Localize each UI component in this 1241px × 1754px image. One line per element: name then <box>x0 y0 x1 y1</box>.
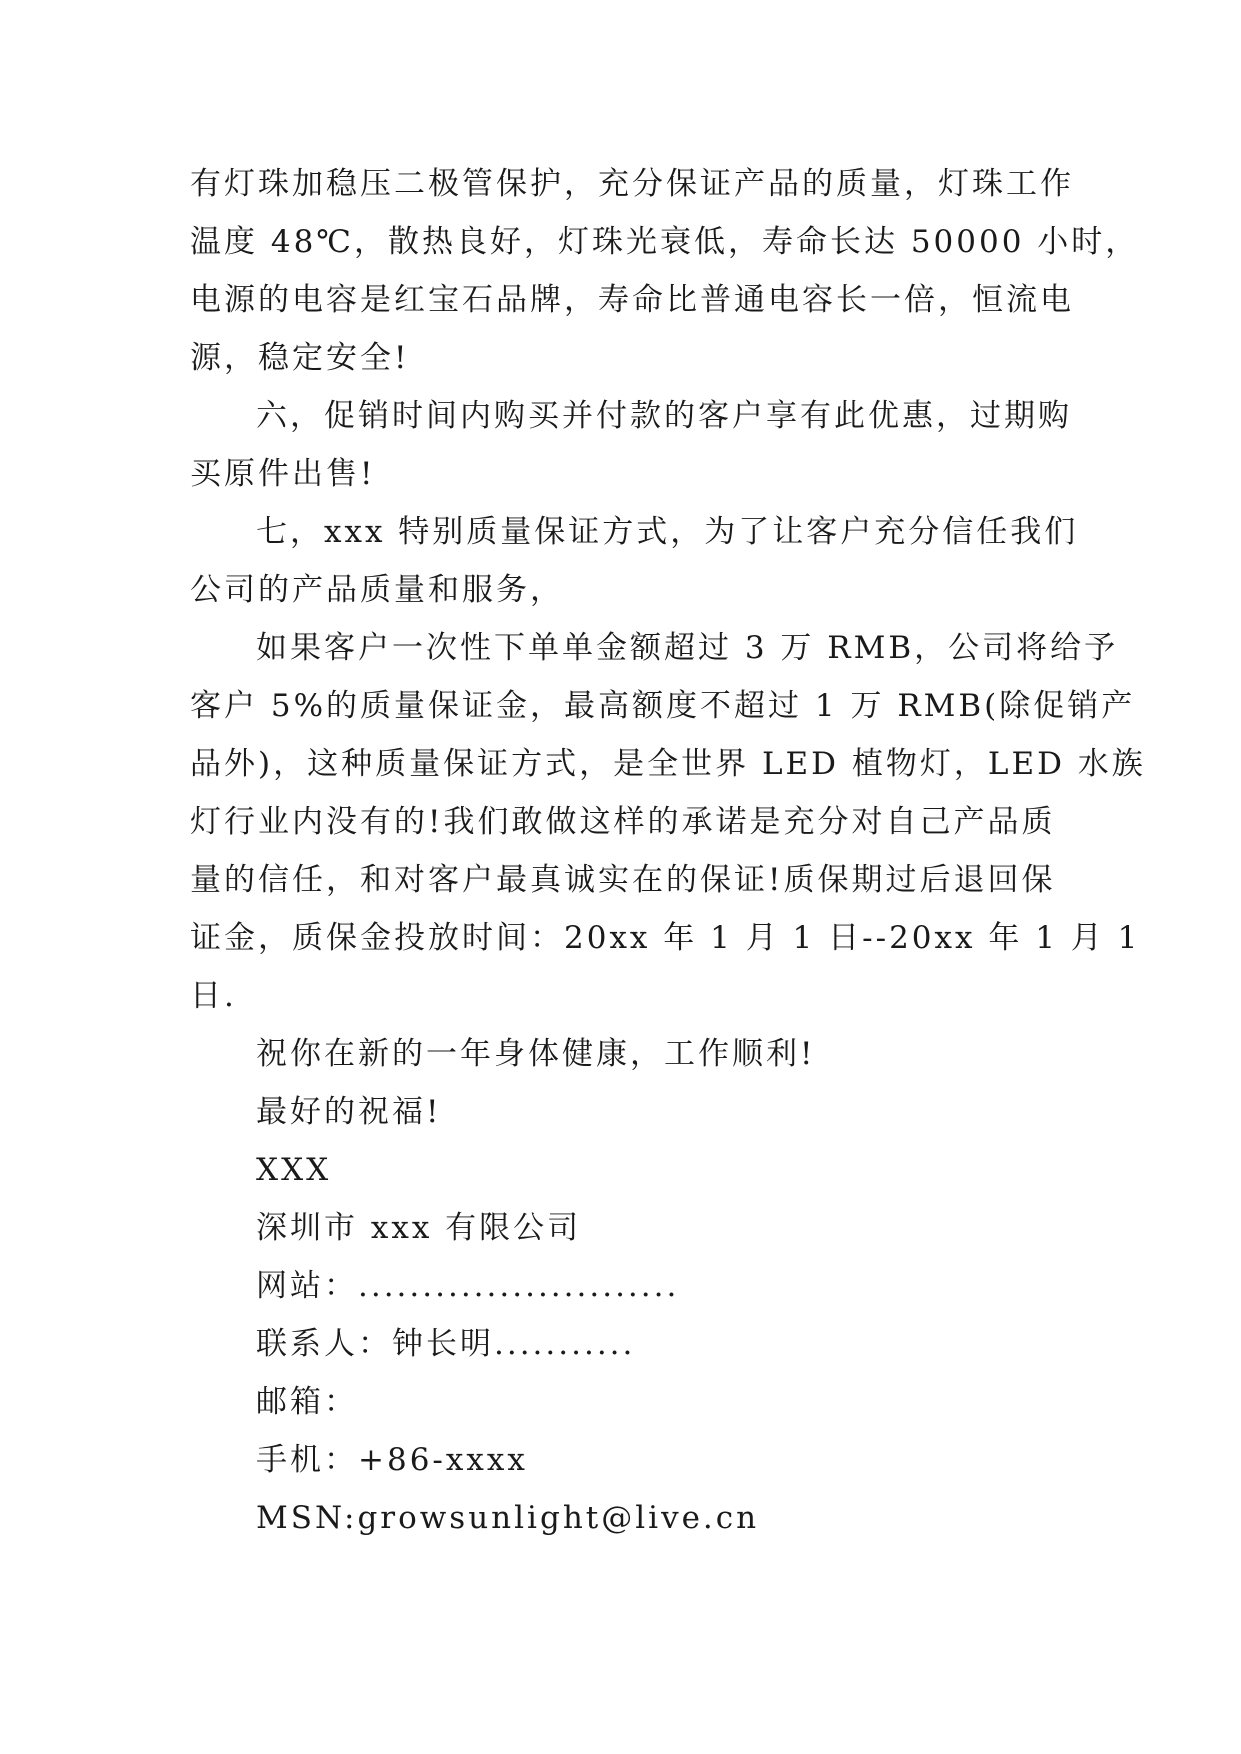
body-line: 品外)，这种质量保证方式，是全世界 LED 植物灯，LED 水族 <box>190 746 1146 782</box>
body-line: 电源的电容是红宝石品牌，寿命比普通电容长一倍，恒流电 <box>190 282 1074 318</box>
mobile-line: 手机：+86-xxxx <box>256 1442 528 1478</box>
msn-line: MSN:growsunlight@live.cn <box>256 1500 760 1536</box>
company-name: 深圳市 xxx 有限公司 <box>256 1210 582 1246</box>
body-line: 灯行业内没有的!我们敢做这样的承诺是充分对自己产品质 <box>190 804 1056 840</box>
paragraph-seven-line: 七，xxx 特别质量保证方式，为了让客户充分信任我们 <box>256 514 1079 550</box>
body-line: 温度 48℃，散热良好，灯珠光衰低，寿命长达 50000 小时， <box>190 224 1140 260</box>
body-line: 有灯珠加稳压二极管保护，充分保证产品的质量，灯珠工作 <box>190 166 1074 202</box>
body-line: 公司的产品质量和服务， <box>190 572 564 608</box>
paragraph-guarantee-line: 如果客户一次性下单单金额超过 3 万 RMB，公司将给予 <box>256 630 1119 666</box>
body-line: 客户 5%的质量保证金，最高额度不超过 1 万 RMB(除促销产 <box>190 688 1136 724</box>
body-line: 买原件出售! <box>190 456 376 492</box>
paragraph-six-line: 六，促销时间内购买并付款的客户享有此优惠，过期购 <box>256 398 1072 434</box>
regards-line: 最好的祝福! <box>256 1094 442 1130</box>
body-line: 量的信任，和对客户最真诚实在的保证!质保期过后退回保 <box>190 862 1056 898</box>
body-line: 证金，质保金投放时间：20xx 年 1 月 1 日--20xx 年 1 月 1 <box>190 920 1141 956</box>
email-line: 邮箱： <box>256 1384 358 1420</box>
body-line: 源，稳定安全! <box>190 340 410 376</box>
greeting-line: 祝你在新的一年身体健康，工作顺利! <box>256 1036 816 1072</box>
website-line: 网站：......................... <box>256 1268 680 1304</box>
signature-name: XXX <box>256 1152 332 1188</box>
contact-person-line: 联系人：钟长明........... <box>256 1326 636 1362</box>
body-line: 日. <box>190 978 237 1014</box>
